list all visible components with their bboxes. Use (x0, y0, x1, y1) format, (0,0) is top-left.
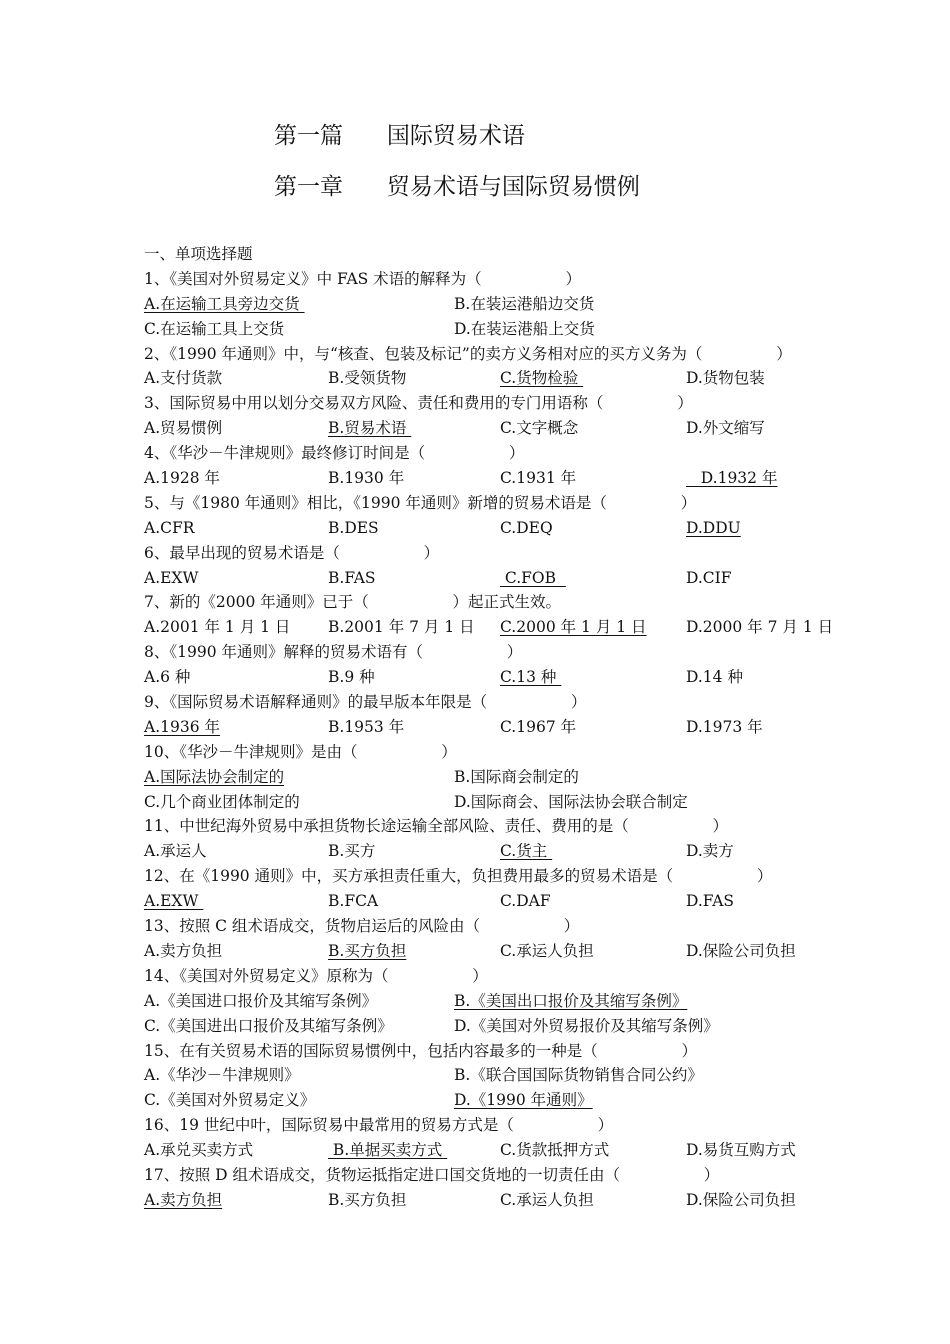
option-a: A.CFR (144, 518, 195, 537)
options-row (144, 889, 844, 914)
option-d: D.保险公司负担 (686, 941, 796, 960)
option-c: C.承运人负担 (500, 1190, 594, 1209)
option-c: C.货款抵押方式 (500, 1141, 610, 1160)
option-b: B.贸易术语 (328, 419, 412, 438)
option-a: A.承运人 (144, 842, 207, 861)
option-a: A.支付货款 (144, 369, 223, 388)
option-c: C.FOB (500, 568, 566, 587)
question-stem: 17、按照 D 组术语成交，货物运抵指定进口国交货地的一切责任由（ ） (144, 1165, 720, 1184)
question-list (144, 242, 844, 1213)
option-a: A.《华沙－牛津规则》 (144, 1066, 300, 1085)
option-d: D.货物包装 (686, 369, 765, 388)
option-c: C.DAF (500, 892, 551, 911)
option-a: A.贸易惯例 (144, 419, 223, 438)
option-b: B.受领货物 (328, 369, 407, 388)
question-stem: 13、按照 C 组术语成交，货物启运后的风险由（ ） (144, 917, 580, 936)
option-b: B.FAS (328, 568, 376, 587)
question-stem: 7、新的《2000 年通则》已于（ ）起正式生效。 (144, 593, 561, 612)
option-c: C.几个商业团体制定的 (144, 792, 300, 811)
option-b: B.《联合国国际货物销售合同公约》 (454, 1066, 703, 1085)
option-c: C.1967 年 (500, 717, 577, 736)
options-row (144, 839, 844, 864)
option-a: A.《美国进口报价及其缩写条例》 (144, 991, 378, 1010)
option-c: C.13 种 (500, 668, 562, 687)
option-d: D.卖方 (686, 842, 734, 861)
option-d: D.在装运港船上交货 (454, 319, 595, 338)
options-row (144, 1138, 844, 1163)
option-b: B.在装运港船边交货 (454, 294, 595, 313)
section-heading: 一、单项选择题 (144, 245, 253, 263)
options-row (144, 292, 844, 317)
option-b: B.买方负担 (328, 941, 407, 960)
option-a: A.卖方负担 (144, 941, 223, 960)
option-d: D.《美国对外贸易报价及其缩写条例》 (454, 1016, 719, 1035)
option-c: C.货主 (500, 842, 553, 861)
options-row (144, 989, 844, 1014)
options-row (144, 1088, 844, 1113)
option-b: B.单据买卖方式 (328, 1141, 448, 1160)
options-row (144, 765, 844, 790)
option-a: A.EXW (144, 892, 204, 911)
question-stem: 12、在《1990 通则》中，买方承担责任重大，负担费用最多的贸易术语是（ ） (144, 867, 773, 886)
options-row (144, 1063, 844, 1088)
option-c: C.文字概念 (500, 419, 579, 438)
option-b: B.《美国出口报价及其缩写条例》 (454, 991, 688, 1010)
option-c: C.《美国进出口报价及其缩写条例》 (144, 1016, 393, 1035)
option-a: A.1928 年 (144, 469, 220, 488)
question-stem: 15、在有关贸易术语的国际贸易惯例中，包括内容最多的一种是（ ） (144, 1041, 697, 1060)
options-row (144, 366, 844, 391)
options-row (144, 1014, 844, 1039)
option-d: D.FAS (686, 892, 735, 911)
option-d: D.2000 年 7 月 1 日 (686, 618, 834, 637)
option-d: D.国际商会、国际法协会联合制定 (454, 792, 688, 811)
options-row (144, 715, 844, 740)
option-d: D.DDU (686, 518, 741, 537)
options-row (144, 665, 844, 690)
option-a: A.国际法协会制定的 (144, 767, 285, 786)
question-stem: 14、《美国对外贸易定义》原称为（ ） (144, 966, 488, 985)
options-row (144, 466, 844, 491)
option-c: C.2000 年 1 月 1 日 (500, 618, 647, 637)
option-c: C.承运人负担 (500, 941, 594, 960)
option-b: B.1953 年 (328, 717, 405, 736)
options-row (144, 790, 844, 815)
question-stem: 2、《1990 年通则》中，与“核查、包装及标记”的卖方义务相对应的买方义务为（ ） (144, 344, 792, 363)
question-stem: 3、国际贸易中用以划分交易双方风险、责任和费用的专门用语称（ ） (144, 394, 693, 413)
option-a: A.卖方负担 (144, 1190, 223, 1209)
part-title: 第一篇 国际贸易术语 (274, 123, 525, 149)
option-c: C.货物检验 (500, 369, 584, 388)
options-row (144, 566, 844, 591)
option-d: D.保险公司负担 (686, 1190, 796, 1209)
option-c: C.DEQ (500, 518, 553, 537)
option-b: B.买方负担 (328, 1190, 407, 1209)
option-b: B.国际商会制定的 (454, 767, 579, 786)
question-stem: 10、《华沙－牛津规则》是由（ ） (144, 742, 457, 761)
option-d: D.外文缩写 (686, 419, 765, 438)
option-a: A.承兑买卖方式 (144, 1141, 254, 1160)
option-b: B.2001 年 7 月 1 日 (328, 618, 475, 637)
option-a: A.6 种 (144, 668, 191, 687)
option-a: A.EXW (144, 568, 199, 587)
option-c: C.《美国对外贸易定义》 (144, 1091, 316, 1110)
option-b: B.FCA (328, 892, 379, 911)
question-stem: 4、《华沙－牛津规则》最终修订时间是（ ） (144, 444, 525, 463)
option-d: D.1973 年 (686, 717, 763, 736)
option-b: B.9 种 (328, 668, 375, 687)
option-a: A.在运输工具旁边交货 (144, 294, 305, 313)
question-stem: 11、中世纪海外贸易中承担货物长途运输全部风险、责任、费用的是（ ） (144, 817, 728, 836)
question-stem: 1、《美国对外贸易定义》中 FAS 术语的解释为（ ） (144, 269, 581, 288)
option-d: D.易货互购方式 (686, 1141, 796, 1160)
question-stem: 16、19 世纪中叶，国际贸易中最常用的贸易方式是（ ） (144, 1116, 614, 1135)
option-d: D.CIF (686, 568, 732, 587)
question-stem: 6、最早出现的贸易术语是（ ） (144, 543, 440, 562)
options-row (144, 1188, 844, 1213)
option-d: D.《1990 年通则》 (454, 1091, 593, 1110)
option-d: D.1932 年 (686, 469, 778, 488)
options-row (144, 317, 844, 342)
options-row (144, 939, 844, 964)
options-row (144, 416, 844, 441)
question-stem: 8、《1990 年通则》解释的贸易术语有（ ） (144, 643, 523, 662)
options-row (144, 615, 844, 640)
question-stem: 9、《国际贸易术语解释通则》的最早版本年限是（ ） (144, 693, 587, 712)
option-a: A.1936 年 (144, 717, 220, 736)
option-b: B.DES (328, 518, 379, 537)
question-stem: 5、与《1980 年通则》相比，《1990 年通则》新增的贸易术语是（ ） (144, 493, 697, 512)
option-b: B.1930 年 (328, 469, 405, 488)
option-c: C.1931 年 (500, 469, 577, 488)
option-c: C.在运输工具上交货 (144, 319, 285, 338)
option-d: D.14 种 (686, 668, 743, 687)
options-row (144, 516, 844, 541)
chapter-title: 第一章 贸易术语与国际贸易惯例 (274, 174, 640, 200)
option-b: B.买方 (328, 842, 376, 861)
option-a: A.2001 年 1 月 1 日 (144, 618, 291, 637)
